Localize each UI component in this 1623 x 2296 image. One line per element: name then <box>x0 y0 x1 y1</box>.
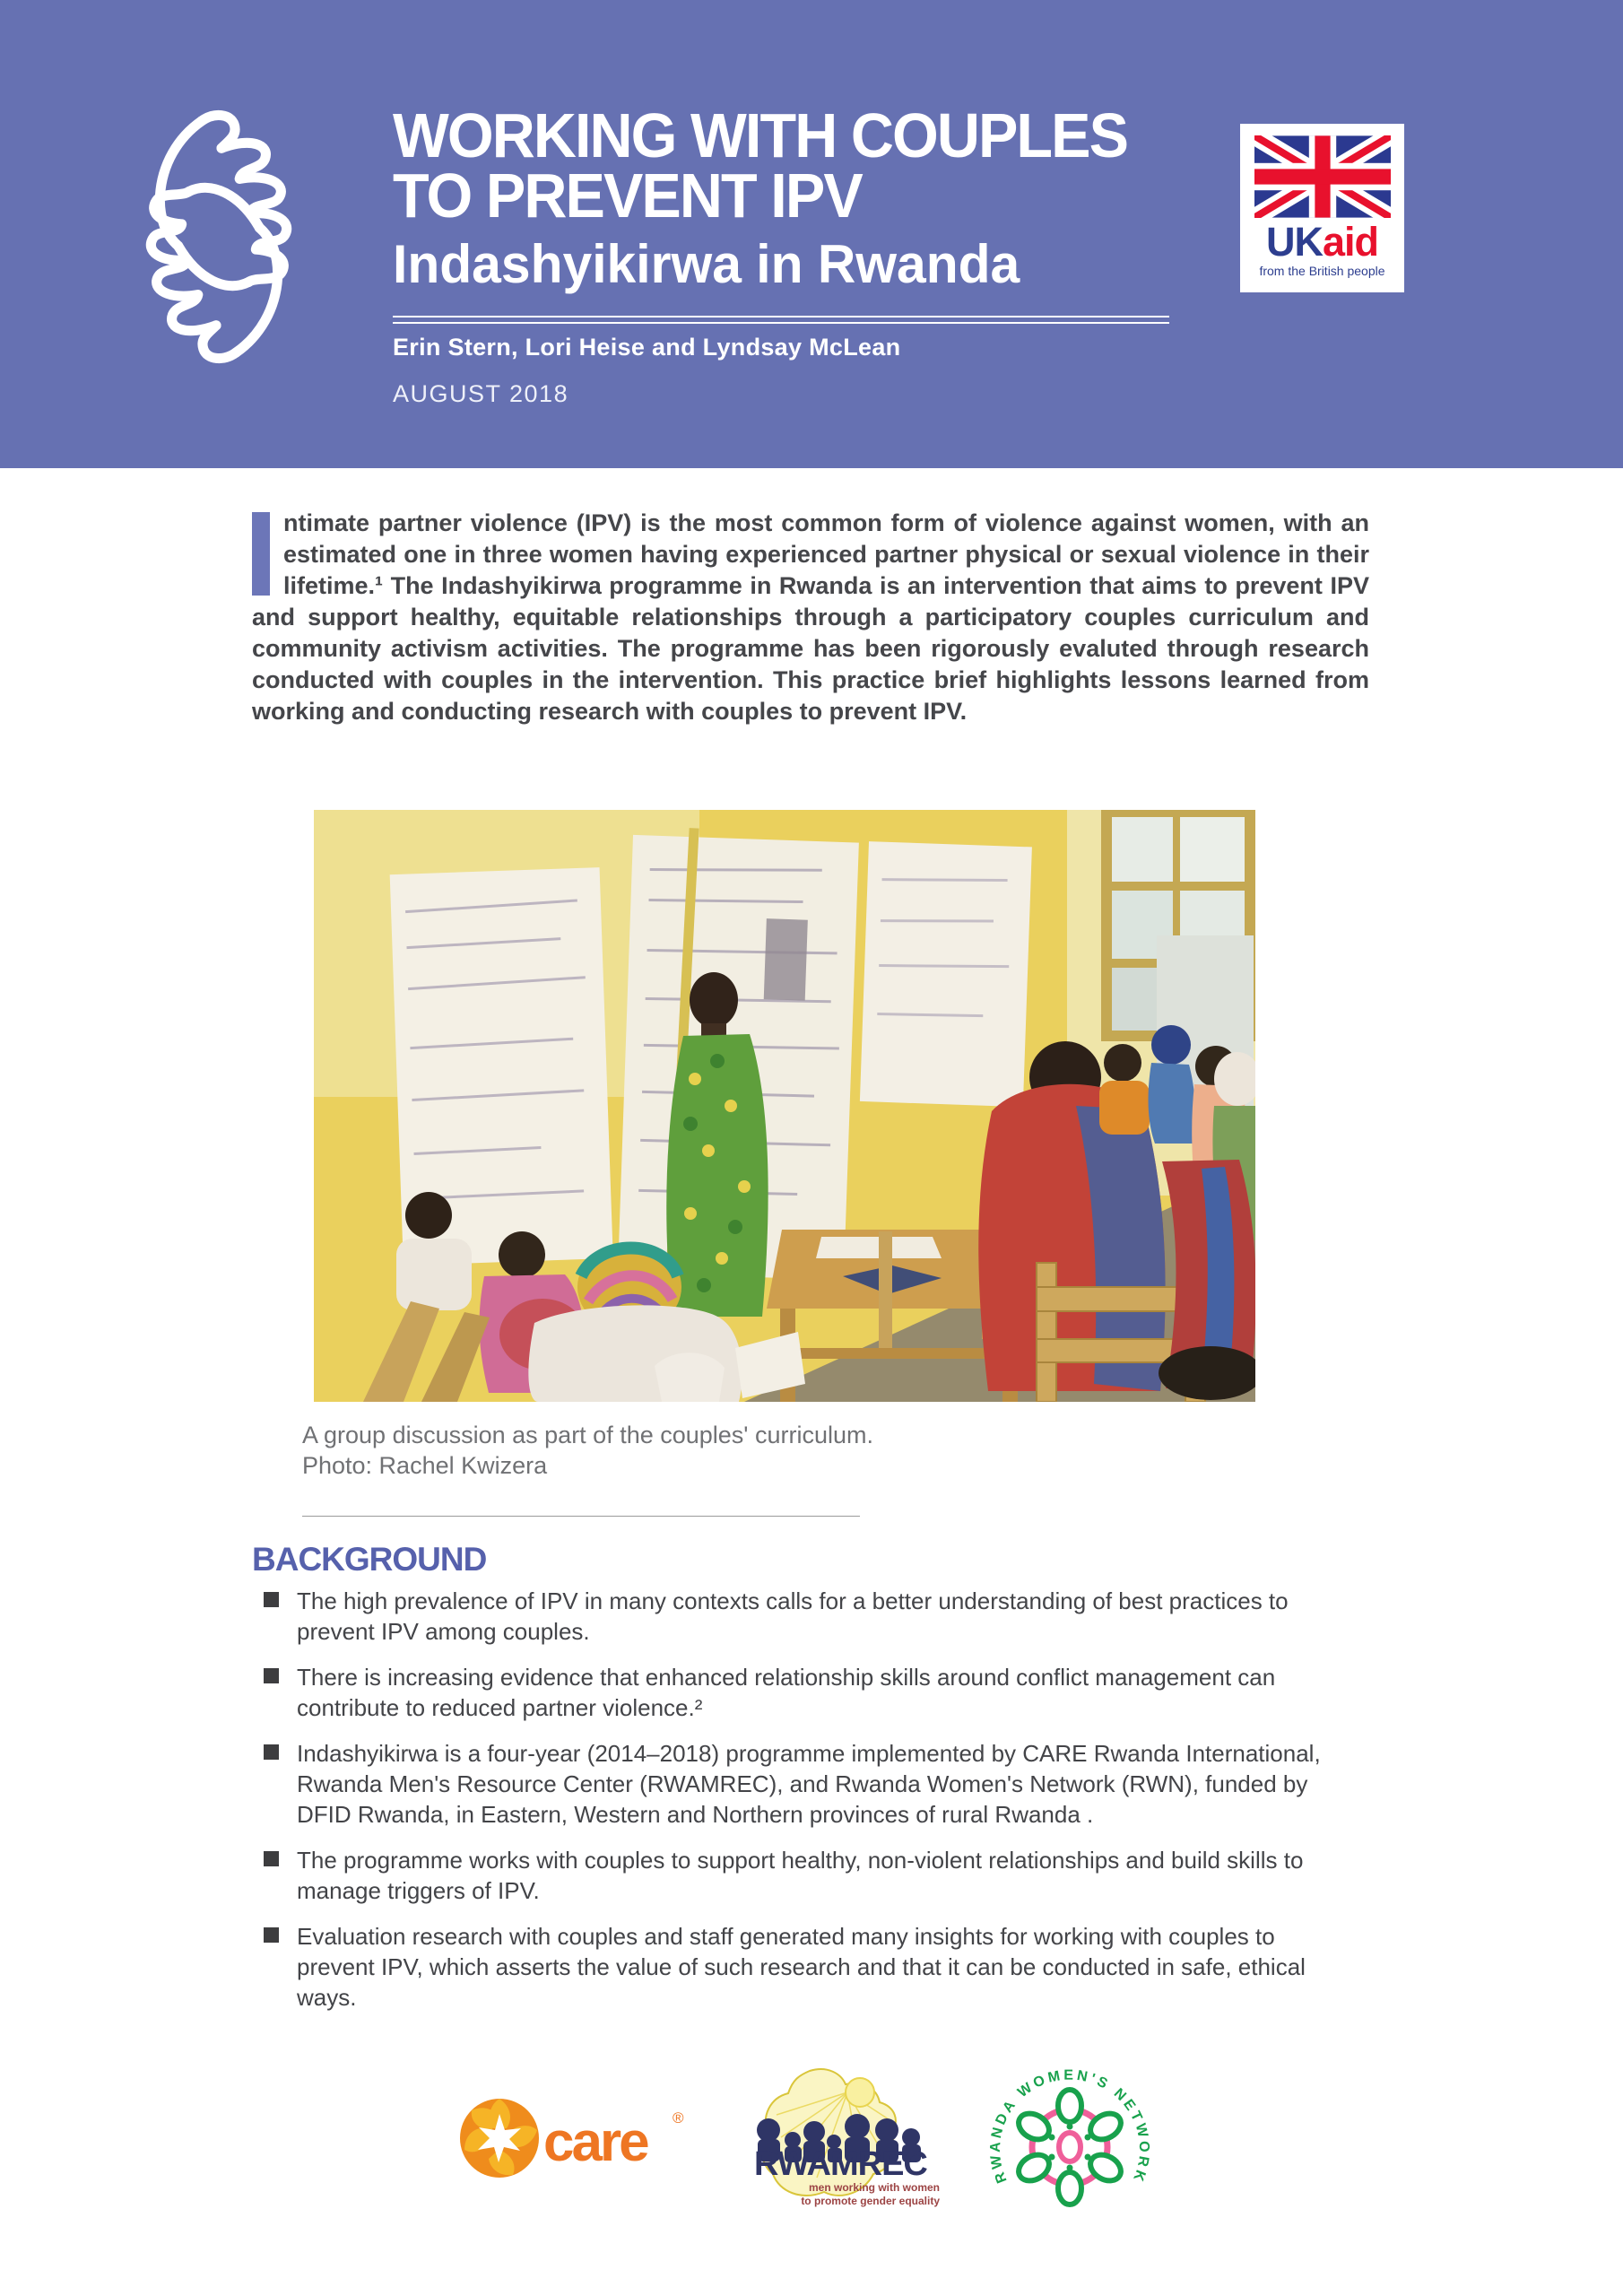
page-subtitle: Indashyikirwa in Rwanda <box>393 234 1020 294</box>
bullet-square-icon <box>264 1927 279 1943</box>
rwamrec-tagline-line1: men working with women <box>808 2181 940 2194</box>
rwamrec-tagline-line2: to promote gender equality <box>801 2195 940 2207</box>
ukaid-aid-text: aid <box>1322 219 1379 265</box>
classroom-photo-illustration <box>314 810 1255 1402</box>
rwamrec-logo <box>754 2066 941 2213</box>
bullet-square-icon <box>264 1592 279 1607</box>
union-jack-icon <box>1254 135 1391 218</box>
list-item <box>264 1662 1349 1723</box>
list-item <box>264 1921 1349 2013</box>
authors: Erin Stern, Lori Heise and Lyndsay McLean <box>393 334 901 361</box>
intro-paragraph <box>252 508 1369 727</box>
header-band <box>0 0 1623 468</box>
care-logo <box>457 2094 692 2184</box>
bullet-text: Indashyikirwa is a four-year (2014–2018) programme implemented by CARE Rwanda International, Rwanda Men's Resource Center (RWAMREC), and Rwanda Women's Network (RWN), funded by DFID Rwanda, in Eastern, Western and Northern provinces of rural Rwanda . <box>297 1740 1321 1828</box>
list-item <box>264 1845 1349 1906</box>
page-title-line2: TO PREVENT IPV <box>393 161 862 230</box>
bullet-text: The programme works with couples to support healthy, non-violent relationships and build skills to manage triggers of IPV. <box>297 1847 1304 1904</box>
rwanda-womens-network-logo <box>987 2060 1154 2214</box>
hands-logo-icon <box>115 97 323 377</box>
ukaid-tagline: from the British people <box>1259 264 1385 278</box>
bullet-text: There is increasing evidence that enhanced relationship skills around conflict management can contribute to reduced partner violence.² <box>297 1664 1276 1721</box>
photo-caption-line1: A group discussion as part of the couples' curriculum. <box>302 1422 873 1448</box>
bullet-square-icon <box>264 1744 279 1760</box>
bullet-text: The high prevalence of IPV in many contexts calls for a better understanding of best practices to prevent IPV among couples. <box>297 1587 1289 1645</box>
background-heading: BACKGROUND <box>252 1541 487 1578</box>
title-block <box>393 100 1166 294</box>
page-title-line1: WORKING WITH COUPLES <box>393 100 1128 170</box>
care-wordmark: care <box>543 2111 647 2173</box>
care-registered-mark: ® <box>673 2109 684 2126</box>
bullet-text: Evaluation research with couples and staff generated many insights for working with couples to prevent IPV, which asserts the value of such research and that it can be conducted in safe, ethical ways. <box>297 1923 1306 2011</box>
title-divider <box>393 316 1169 324</box>
photo-caption <box>302 1420 1109 1481</box>
intro-text: ntimate partner violence (IPV) is the most common form of violence against women, with an estimated one in three women having experienced partner physical or sexual violence in their lifetime.¹ The Indashyikirwa programme in Rwanda is an intervention that aims to prevent IPV and support healthy, equitable relationships through a participatory couples curriculum and community activism activities. The programme has been rigorously evaluted through research conducted with couples in the intervention. This practice brief highlights lessons learned from working and conducting research with couples to prevent IPV. <box>252 509 1369 725</box>
photo-caption-line2: Photo: Rachel Kwizera <box>302 1452 548 1479</box>
publication-date: AUGUST 2018 <box>393 380 569 407</box>
list-item <box>264 1738 1349 1830</box>
ukaid-wordmark <box>1240 219 1404 265</box>
ukaid-uk-text: UK <box>1265 219 1323 265</box>
classroom-photo <box>314 810 1255 1402</box>
caption-divider <box>302 1516 860 1517</box>
bullet-square-icon <box>264 1851 279 1866</box>
drop-cap-i <box>252 512 270 596</box>
bullet-square-icon <box>264 1668 279 1683</box>
background-bullet-list <box>264 1586 1349 2028</box>
list-item <box>264 1586 1349 1647</box>
rwamrec-wordmark: RWAMREC <box>754 2145 927 2183</box>
ukaid-logo <box>1240 124 1404 292</box>
rwn-arc-text: RWANDA WOMEN'S NETWORK <box>987 2067 1152 2187</box>
